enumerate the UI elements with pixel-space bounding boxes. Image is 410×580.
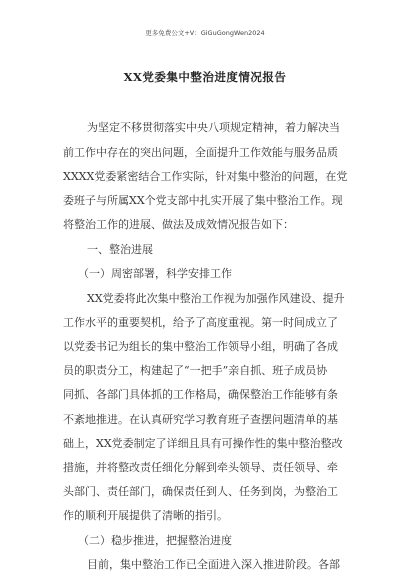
body-line-text: XXXX党委紧密结合工作实际，针对集中整治的问题，在党 (63, 170, 348, 183)
body-line-text: 员的职责分工，构建起了“一把手”亲自抓、班子成员协 (63, 364, 328, 377)
body-line-text: 工作水平的重要契机，给予了高度重视。第一时间成立了 (63, 316, 338, 329)
body-line-text: 不紊地推进。在认真研究学习教育班子查摆问题清单的基 (63, 413, 338, 426)
body-line-text: 础上，XX党委制定了详细且具有可操作性的集中整治整改 (63, 437, 343, 450)
body-line-text: 目前，集中整治工作已全面进入深入推进阶段。各部 (87, 558, 340, 571)
body-line-text: 以党委书记为组长的集中整治工作领导小组，明确了各成 (63, 340, 338, 353)
body-line-text: 为坚定不移贯彻落实中央八项规定精神，着力解决当 (87, 121, 340, 134)
section-heading-text: 一、整治进展 (87, 243, 153, 256)
body-line-text: 将整治工作的进展、做法及成效情况报告如下： (63, 218, 294, 231)
body-line-text: 前工作中存在的突出问题，全面提升工作效能与服务品质 (63, 146, 338, 159)
body-line-text: XX党委将此次集中整治工作视为加强作风建设、提升 (87, 292, 345, 305)
body-line-text: 头部门、责任部门，确保责任到人、任务到岗，为整治工 (63, 485, 338, 498)
document-title: XX党委集中整治进度情况报告 (123, 70, 287, 84)
body-line-text: 同抓、各部门具体抓的工作格局，确保整治工作能够有条 (63, 388, 338, 401)
body-line-text: 委班子与所属XX个党支部中扎实开展了集中整治工作。现 (63, 194, 343, 207)
header-note: 更多免费公文+V：GiGuGongWen2024 (145, 29, 265, 37)
body-line-text: 作的顺利开展提供了清晰的指引。 (63, 509, 228, 522)
body-line-text: 措施，并将整改责任细化分解到牵头领导、责任领导、牵 (63, 461, 338, 474)
subsection-heading-text: （一）周密部署，科学安排工作 (78, 267, 232, 280)
subsection-heading-text: （二）稳步推进，把握整治进度 (78, 534, 232, 547)
